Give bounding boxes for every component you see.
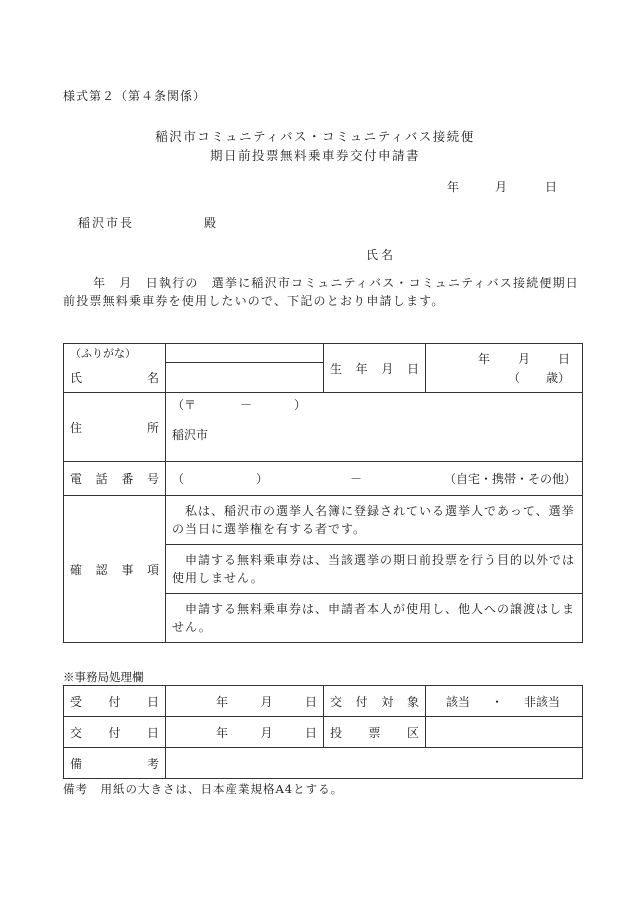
date-month: 月 — [495, 180, 508, 194]
addressee-name: 稲沢市長 — [78, 216, 135, 230]
confirmation-label: 確 認 事 項 — [64, 496, 166, 643]
confirmation-item: 申請する無料乗車券は、当該選挙の期日前投票を行う目的以外では使用しません。 — [166, 545, 583, 594]
applicant-name-label: 氏名 — [366, 248, 397, 262]
form-title-line-2: 期日前投票無料乗車券交付申請書 — [209, 148, 420, 163]
phone-field[interactable]: （ ） － （自宅・携帯・その他） — [166, 462, 583, 496]
received-date-field[interactable]: 年 月 日 — [166, 686, 324, 717]
issued-date-label: 交 付 日 — [64, 717, 166, 748]
addressee-honorific: 殿 — [204, 216, 217, 230]
footer-note: 備考 用紙の大きさは、日本産業規格A4とする。 — [63, 782, 344, 796]
address-label: 住 所 — [64, 393, 166, 462]
remarks-field[interactable] — [166, 748, 583, 779]
voting-district-label: 投 票 区 — [324, 717, 426, 748]
birthdate-label: 生 年 月 日 — [324, 344, 426, 393]
remarks-label: 備 考 — [64, 748, 166, 779]
address-field[interactable] — [166, 393, 583, 462]
issued-date-field[interactable]: 年 月 日 — [166, 717, 324, 748]
office-use-heading: ※事務局処理欄 — [63, 670, 144, 684]
phone-label: 電 話 番 号 — [64, 462, 166, 496]
date-year: 年 — [447, 180, 460, 194]
received-date-label: 受 付 日 — [64, 686, 166, 717]
form-number: 様式第２（第４条関係） — [63, 89, 207, 103]
addressee — [78, 214, 216, 231]
voting-district-field[interactable] — [426, 717, 583, 748]
confirmation-item: 申請する無料乗車券は、申請者本人が使用し、他人への譲渡はしません。 — [166, 594, 583, 643]
furigana-field[interactable] — [166, 344, 324, 363]
issue-target-label: 交 付 対 象 — [324, 686, 426, 717]
application-table — [63, 343, 583, 643]
phone-type: （自宅・携帯・その他） — [443, 472, 576, 486]
office-use-table — [63, 685, 583, 779]
date-day: 日 — [545, 180, 558, 194]
application-date — [447, 178, 557, 195]
address-city: 稲沢市 — [172, 428, 209, 442]
application-statement: 年 月 日執行の 選挙に稲沢市コミュニティバス・コミュニティバス接続便期日前投票無料乗車券を使用したいので、下記のとおり申請します。 — [63, 276, 580, 308]
furigana-label: （ふりがな） — [64, 344, 166, 363]
name-field[interactable] — [166, 363, 324, 393]
form-title-line-1: 稲沢市コミュニティバス・コミュニティバス接続便 — [155, 129, 475, 144]
birthdate-field[interactable]: 年 月 日 （ 歳） — [426, 344, 583, 393]
confirmation-item: 私は、稲沢市の選挙人名簿に登録されている選挙人であって、選挙の当日に選挙権を有する者です。 — [166, 496, 583, 545]
name-label: 氏 名 — [64, 363, 166, 393]
issue-target-field[interactable]: 該当 ・ 非該当 — [426, 686, 583, 717]
postal-code: （〒 － ） — [172, 398, 307, 412]
